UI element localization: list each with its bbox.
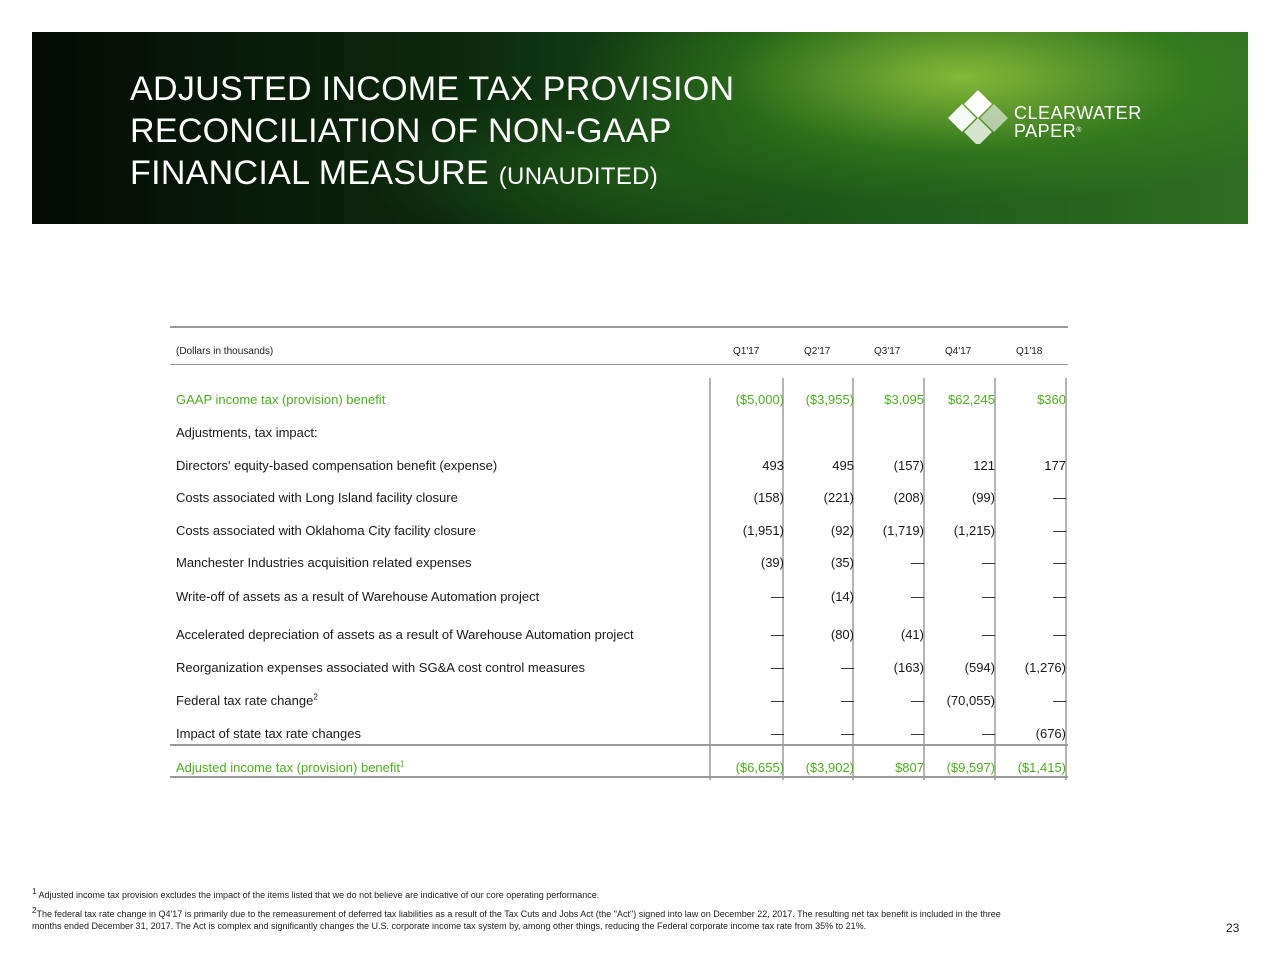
cell-q1-17: (39)	[760, 555, 784, 570]
cell-q1-18: —	[1053, 490, 1066, 505]
cell-q1-18: ($1,415)	[1017, 760, 1066, 775]
cell-q1-18: —	[1053, 555, 1066, 570]
row-label-text: Costs associated with Long Island facility closure	[176, 490, 458, 505]
header-banner	[32, 32, 1248, 224]
row-label-text: Federal tax rate change	[176, 693, 314, 708]
footnote-1-mark: 1	[32, 887, 37, 896]
cell-q1-18: —	[1053, 693, 1066, 708]
column-rule	[994, 378, 996, 780]
cell-q3-17: (163)	[893, 660, 924, 675]
title-line-2: RECONCILIATION OF NON-GAAP	[130, 112, 672, 150]
cell-q2-17: —	[841, 726, 854, 741]
row-label	[176, 691, 318, 711]
cell-q4-17: ($9,597)	[946, 760, 995, 775]
cell-q3-17: (41)	[900, 627, 924, 642]
cell-q4-17: (99)	[971, 490, 995, 505]
row-label	[176, 758, 404, 778]
cell-q1-17: —	[771, 660, 784, 675]
cell-q3-17: (1,719)	[882, 523, 924, 538]
column-header-q1-18: Q1'18	[1016, 346, 1043, 357]
cell-q4-17: —	[982, 627, 995, 642]
logo-wordmark	[1014, 104, 1142, 140]
footnote-1-text: Adjusted income tax provision excludes the impact of the items listed that we do not believe are indicative of our core operating performance.	[38, 890, 600, 900]
cell-q4-17: (594)	[964, 660, 995, 675]
cell-q4-17: 121	[973, 458, 995, 473]
column-rule	[852, 378, 854, 780]
row-label-text: GAAP income tax (provision) benefit	[176, 392, 386, 407]
row-label-text: Impact of state tax rate changes	[176, 726, 361, 741]
row-label-text: Costs associated with Oklahoma City facility closure	[176, 523, 476, 538]
registered-mark: ®	[1076, 127, 1082, 134]
cell-q3-17: —	[911, 555, 924, 570]
cell-q1-17: (158)	[753, 490, 784, 505]
cell-q4-17: —	[982, 555, 995, 570]
row-label	[176, 390, 385, 410]
cell-q1-18: —	[1053, 523, 1066, 538]
cell-q3-17: (157)	[893, 458, 924, 473]
cell-q3-17: $807	[895, 760, 924, 775]
cell-q4-17: —	[982, 726, 995, 741]
column-rule	[782, 378, 784, 780]
company-logo	[946, 88, 1156, 148]
header-rule	[170, 364, 1068, 365]
cell-q3-17: (208)	[893, 490, 924, 505]
footnote-reference: 2	[313, 692, 318, 702]
row-label-text: Reorganization expenses associated with SG&A cost control measures	[176, 660, 585, 675]
cell-q1-17: (1,951)	[742, 523, 784, 538]
logo-line-2-text: PAPER	[1014, 121, 1077, 141]
cell-q2-17: —	[841, 660, 854, 675]
cell-q2-17: (92)	[830, 523, 854, 538]
logo-line-2	[1014, 122, 1142, 140]
row-label	[176, 587, 539, 607]
row-label-text: Accelerated depreciation of assets as a result of Warehouse Automation project	[176, 627, 634, 642]
cell-q1-17: —	[771, 726, 784, 741]
footnote-2-text: The federal tax rate change in Q4'17 is primarily due to the remeasurement of deferred tax liabilities as a result of the Tax Cuts and Jobs Act (the "Act") signed into law on December 22, 2017. The resulting net tax benefit is included in the three	[36, 909, 1001, 919]
cell-q1-18: —	[1053, 627, 1066, 642]
title-line-3-main: FINANCIAL MEASURE	[130, 154, 490, 192]
slide-title	[130, 68, 734, 198]
cell-q1-17: —	[771, 693, 784, 708]
cell-q2-17: (221)	[823, 490, 854, 505]
cell-q1-17: ($6,655)	[735, 760, 784, 775]
cell-q1-17: ($5,000)	[735, 392, 784, 407]
row-label-text: Adjustments, tax impact:	[176, 425, 318, 440]
cell-q4-17: —	[982, 589, 995, 604]
cell-q1-18: (1,276)	[1024, 660, 1066, 675]
column-header-q1-17: Q1'17	[733, 346, 760, 357]
column-header-q4-17: Q4'17	[945, 346, 972, 357]
footnote-2	[32, 906, 1001, 920]
cell-q2-17: 495	[832, 458, 854, 473]
cell-q1-17: —	[771, 627, 784, 642]
cell-q2-17: ($3,902)	[805, 760, 854, 775]
row-label	[176, 724, 361, 744]
cell-q1-17: —	[771, 589, 784, 604]
footnote-2-continued: months ended December 31, 2017. The Act is complex and significantly changes the U.S. corporate income tax system by, among other things, reducing the Federal corporate income tax rate from 35% to 21%.	[32, 921, 867, 931]
footnote-reference: 1	[400, 759, 405, 769]
cell-q1-17: 493	[762, 458, 784, 473]
cell-q4-17: (70,055)	[946, 693, 995, 708]
cell-q1-18: 177	[1044, 458, 1066, 473]
cell-q2-17: (80)	[830, 627, 854, 642]
row-label	[176, 456, 497, 476]
cell-q3-17: —	[911, 589, 924, 604]
row-label	[176, 423, 318, 443]
total-top-rule	[170, 744, 1068, 746]
logo-line-1: CLEARWATER	[1014, 103, 1142, 123]
row-label-text: Directors' equity-based compensation benefit (expense)	[176, 458, 498, 473]
clearwater-mark-icon	[946, 88, 1010, 144]
row-label	[176, 625, 634, 645]
cell-q3-17: —	[911, 693, 924, 708]
row-label-text: Adjusted income tax (provision) benefit	[176, 760, 401, 775]
footnote-2-mark: 2	[32, 906, 37, 915]
units-label: (Dollars in thousands)	[176, 346, 274, 357]
row-label	[176, 553, 472, 573]
footnote-1	[32, 887, 600, 901]
column-rule	[1065, 378, 1067, 780]
page-number: 23	[1226, 921, 1240, 935]
cell-q1-18: (676)	[1035, 726, 1066, 741]
cell-q1-18: $360	[1037, 392, 1066, 407]
row-label	[176, 521, 476, 541]
row-label	[176, 658, 585, 678]
column-header-q2-17: Q2'17	[804, 346, 831, 357]
title-line-1: ADJUSTED INCOME TAX PROVISION	[130, 70, 735, 108]
row-label-text: Write-off of assets as a result of Warehouse Automation project	[176, 589, 540, 604]
cell-q4-17: (1,215)	[953, 523, 995, 538]
cell-q4-17: $62,245	[948, 392, 995, 407]
cell-q2-17: (35)	[830, 555, 854, 570]
column-rule	[709, 378, 711, 780]
table-top-rule	[170, 326, 1068, 328]
cell-q3-17: —	[911, 726, 924, 741]
cell-q2-17: ($3,955)	[805, 392, 854, 407]
cell-q2-17: —	[841, 693, 854, 708]
title-line-3	[130, 152, 734, 198]
cell-q1-18: —	[1053, 589, 1066, 604]
cell-q3-17: $3,095	[884, 392, 924, 407]
title-unaudited: (UNAUDITED)	[498, 163, 659, 190]
column-rule	[923, 378, 925, 780]
total-bottom-rule	[170, 776, 1068, 778]
row-label	[176, 488, 458, 508]
column-header-q3-17: Q3'17	[874, 346, 901, 357]
row-label-text: Manchester Industries acquisition related expenses	[176, 555, 472, 570]
cell-q2-17: (14)	[830, 589, 854, 604]
